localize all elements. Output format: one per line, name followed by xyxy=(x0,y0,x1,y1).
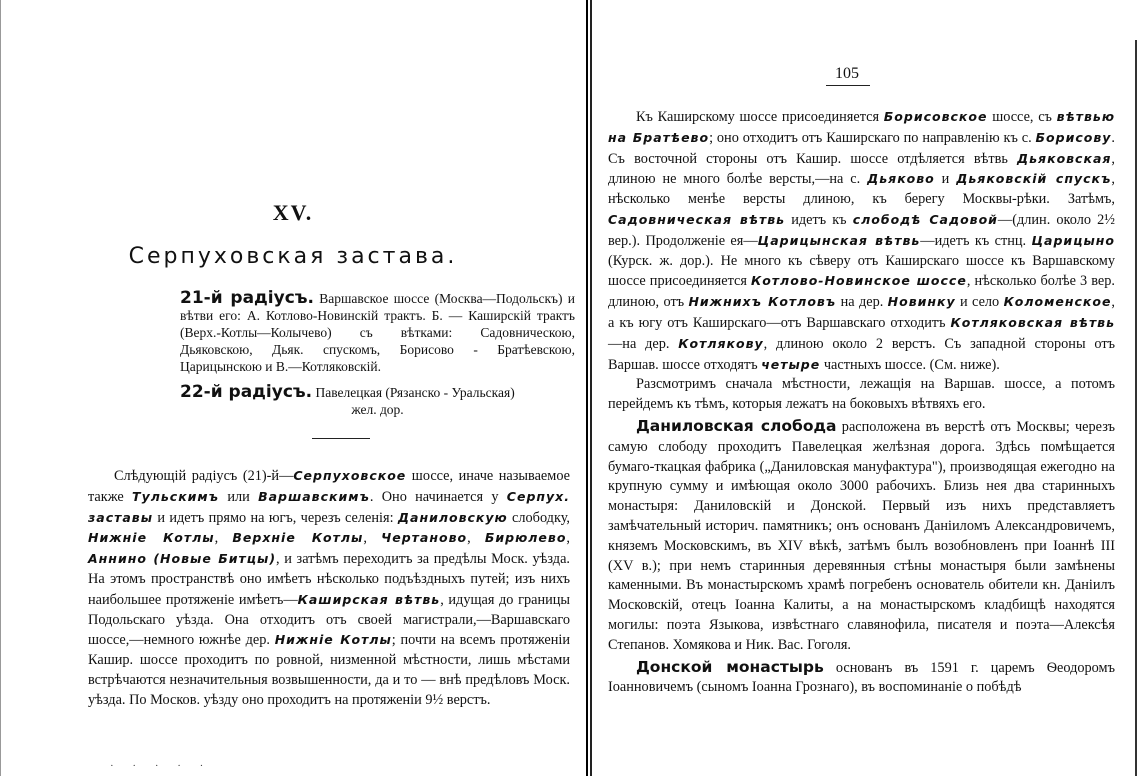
section-heading: Донской монастырь xyxy=(636,657,824,676)
text-run: , и затѣмъ переходитъ за предѣлы Моск. уѣзда. На этомъ пространствѣ оно имѣетъ нѣсколько подъѣздныхъ путей; изъ нихъ наибольшее протяженіе имѣетъ— xyxy=(88,551,570,608)
text-run: , нѣсколько менѣе версты длиною, къ берегу Москвы-рѣки. Затѣмъ, xyxy=(608,171,1115,208)
text-run: шоссе, съ xyxy=(987,109,1057,125)
text-run: , xyxy=(467,530,485,547)
section-divider xyxy=(312,438,370,439)
radius-21-text: Варшавское шоссе (Москва—Подольскъ) и вѣтви его: А. Котлово-Новинскій трактъ. Б. — Каширскій трактъ (Верх.-Котлы—Колычево) съ вѣтками: Садовническою, Дьяковскою, Дьяк. спускомъ, Борисово - Братѣевскою, Царицынскою и В.—Котляковскій. xyxy=(180,291,575,374)
spaced-place-name: Дьяковскій спускъ xyxy=(956,171,1112,187)
spaced-place-name: вѣтвью на Братѣево xyxy=(608,109,1115,145)
spaced-place-name: Нижніе Котлы xyxy=(274,632,392,648)
text-run: —(длин. около 2½ вер.). Продолженіе ея— xyxy=(608,211,1115,249)
spaced-place-name: Серпух. заставы xyxy=(88,488,570,525)
text-run: Слѣдующій радіусъ (21)-й— xyxy=(114,468,294,484)
radius-22-block xyxy=(180,384,575,418)
text-run: , xyxy=(566,530,570,547)
text-run: слободку, xyxy=(507,509,570,526)
text-run: идетъ къ xyxy=(785,211,853,228)
text-run: , нѣсколько болѣе 3 вер. длиною, отъ xyxy=(608,273,1115,311)
section-heading: Даниловская слобода xyxy=(636,416,837,435)
text-run: и село xyxy=(955,294,1004,311)
right-paragraph-3 xyxy=(608,417,1115,656)
bottom-marks: · · · · · xyxy=(110,760,212,772)
spaced-place-name: Дьяковская xyxy=(1017,150,1112,166)
text-run: , xyxy=(214,530,233,547)
page-edge xyxy=(0,0,1,776)
text-run: . Съ восточной стороны отъ Кашир. шоссе отдѣляется вѣтвь xyxy=(608,129,1115,167)
text-run: Къ Каширскому шоссе присоединяется xyxy=(636,109,884,125)
text-run: , длиною около 2 верстъ. Съ западной стороны отъ Варшав. шоссе отходятъ xyxy=(608,335,1115,373)
text-run: и идетъ прямо на югъ, черезъ селенія: xyxy=(153,509,398,526)
right-body-text xyxy=(608,107,1115,698)
text-run: , xyxy=(363,530,382,547)
right-page xyxy=(594,0,1140,776)
page-edge xyxy=(1135,40,1137,776)
spaced-place-name: Котлово-Новинское шоссе xyxy=(751,273,967,289)
text-run: —на дер. xyxy=(608,335,679,352)
text-run: расположена въ верстѣ отъ Москвы; черезъ самую слободу проходитъ Павелецкая желѣзная дорога. Здѣсь помѣщается бумаго-ткацкая фабрика („Даниловская мануфактура"), производящая ежегодно на крупную сумму и имѣющая около 3000 рабочихъ. Близь нея два старинныхъ монастыря: Даниловскій и Донской. Первый изъ нихъ представляетъ замѣчательный историч. памятникъ; онъ основанъ Даніиломъ Александровичемъ, княземъ Московскимъ, въ XIV вѣкѣ, затѣмъ былъ возобновленъ при Іоаннѣ III (XV в.); при немъ старинныя деревянныя стѣны монастыря были замѣнены каменными. Въ монастырскомъ храмѣ погребенъ основатель обители кн. Даніилъ Московскій, отецъ Іоанна Калиты, а на монастырскомъ кладбищѣ находятся могилы: поэта Языкова, извѣстнаго славянофила, писателя и поэта—Алексѣя Степанов. Хомякова и Ник. Вас. Гоголя. xyxy=(608,418,1115,653)
spaced-place-name: слободѣ Садовой xyxy=(852,211,998,227)
radius-21-heading: 21-й радіусъ. xyxy=(180,288,315,308)
chapter-title: Серпуховская застава. xyxy=(128,244,458,269)
spaced-place-name: Борисову xyxy=(1035,129,1112,145)
spaced-place-name: Нижнихъ Котловъ xyxy=(688,294,837,310)
spaced-place-name: Серпуховское xyxy=(293,468,407,483)
text-run: —идетъ къ стнц. xyxy=(920,232,1032,249)
text-run: или xyxy=(219,488,259,505)
text-run: и xyxy=(934,171,957,188)
spaced-place-name: Бирюлево xyxy=(484,530,567,546)
book-gutter xyxy=(586,0,594,776)
spaced-place-name: Котлякову xyxy=(678,335,764,351)
radius-22-heading: 22-й радіусъ. xyxy=(180,382,313,402)
text-run: шоссе, иначе называемое также xyxy=(88,468,570,505)
spaced-place-name: Аннино (Новые Битцы) xyxy=(88,551,277,567)
text-run: . Оно начинается у xyxy=(369,488,507,505)
text-run: (Курск. ж. дор.). Не много къ сѣверу отъ Каширскаго шоссе къ Варшавскому шоссе присоединяется xyxy=(608,252,1115,290)
radius-22-continuation: жел. дор. xyxy=(351,402,404,417)
spaced-place-name: Тульскимъ xyxy=(132,488,220,504)
spaced-place-name: Новинку xyxy=(887,294,956,310)
left-body-text xyxy=(88,466,570,711)
radius-22-text: Павелецкая (Рязанско - Уральская) xyxy=(312,385,515,400)
spaced-place-name: Борисовское xyxy=(883,109,988,124)
spaced-place-name: Варшавскимъ xyxy=(258,488,370,504)
text-run: ; почти на всемъ протяженіи Кашир. шоссе проходитъ по ровной, низменной мѣстности, лишь мѣстами встрѣчаются незначительныя возвышенности, да и то — внѣ предѣловъ Моск. уѣзда. По Москов. уѣзду оно проходитъ на протяженіи 9½ верстъ. xyxy=(88,632,571,708)
spaced-place-name: Даниловскую xyxy=(397,509,508,525)
spaced-place-name: Чертаново xyxy=(381,530,468,546)
text-run: частныхъ шоссе. (См. ниже). xyxy=(820,356,1000,373)
text-run: , длиною не много болѣе версты,—на с. xyxy=(608,150,1115,188)
spaced-place-name: Коломенское xyxy=(1003,294,1112,310)
spaced-place-name: Дьяково xyxy=(867,171,935,187)
spaced-place-name: Нижніе Котлы xyxy=(88,530,215,546)
spaced-place-name: четыре xyxy=(761,356,821,372)
spaced-place-name: Садовническая вѣтвь xyxy=(608,211,786,227)
spaced-place-name: Котляковская вѣтвь xyxy=(950,314,1116,330)
text-run: основанъ въ 1591 г. царемъ Ѳеодоромъ Іоанновичемъ (сыномъ Іоанна Грознаго), въ воспоминаніе о побѣдѣ xyxy=(608,659,1115,696)
spaced-place-name: Каширская вѣтвь xyxy=(297,591,441,607)
right-paragraph-1 xyxy=(608,107,1115,375)
page-number-rule xyxy=(826,85,870,86)
right-paragraph-2: Разсмотримъ сначала мѣстности, лежащія на Варшав. шоссе, а потомъ перейдемъ къ тѣмъ, которыя лежатъ на боковыхъ вѣтвяхъ его. xyxy=(608,376,1115,413)
right-paragraph-4 xyxy=(608,658,1115,699)
spaced-place-name: Царицыно xyxy=(1031,232,1115,248)
text-run: ; оно отходитъ отъ Каширскаго по направленію къ с. xyxy=(709,129,1036,146)
radius-21-block xyxy=(180,290,575,375)
text-run: , идущая до границы Подольскаго уѣзда. Она отходитъ отъ своей магистрали,—Варшавскаго шоссе,—немного южнѣе дер. xyxy=(88,591,570,649)
left-paragraph xyxy=(88,466,570,711)
chapter-number: XV. xyxy=(272,200,314,225)
text-run: на дер. xyxy=(836,294,888,311)
text-run: , а къ югу отъ Каширскаго—отъ Варшавскаго отходитъ xyxy=(608,294,1115,331)
spaced-place-name: Царицынская вѣтвь xyxy=(757,232,921,248)
spaced-place-name: Верхніе Котлы xyxy=(232,530,364,546)
page-number: 105 xyxy=(835,65,859,82)
